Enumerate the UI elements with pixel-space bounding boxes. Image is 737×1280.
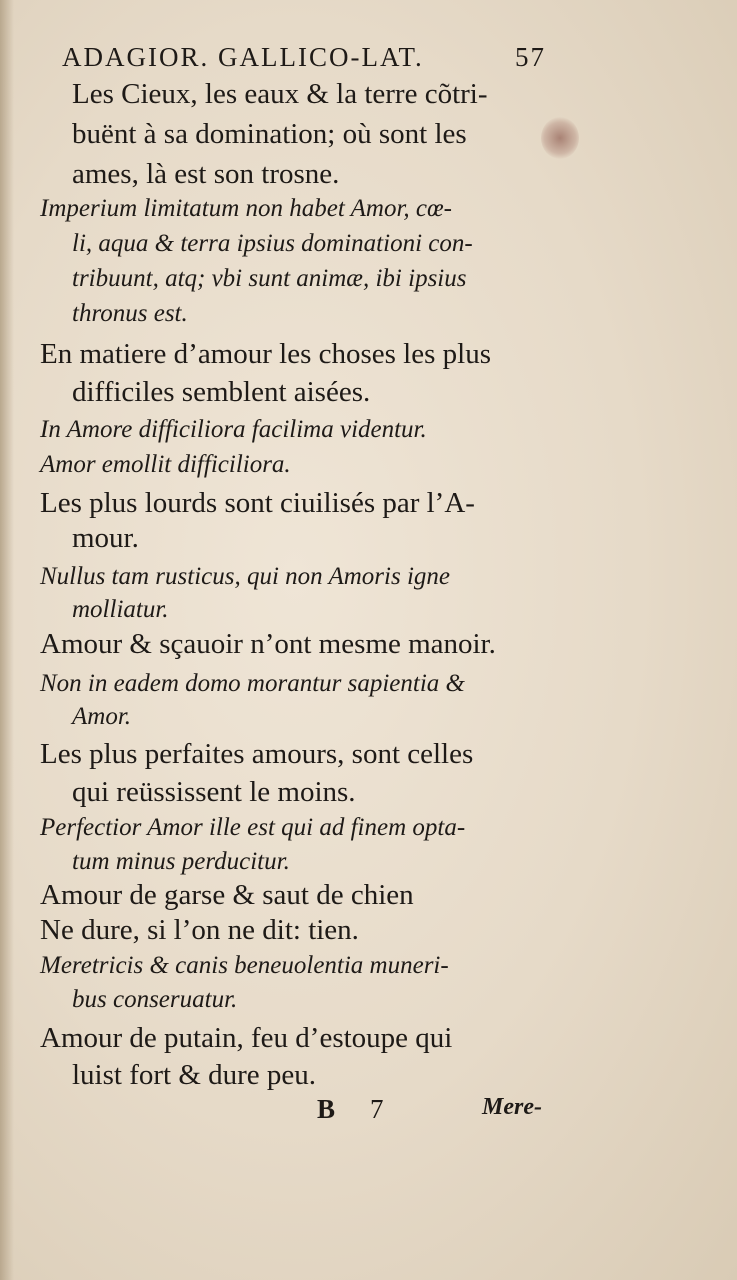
latin-line: Perfectior Amor ille est qui ad finem opta- bbox=[40, 814, 466, 841]
text-line: Amour & sçauoir n’ont mesme manoir. bbox=[40, 628, 496, 660]
page-number: 57 bbox=[515, 42, 546, 72]
text-line: Amour de garse & saut de chien bbox=[40, 879, 414, 911]
latin-line: thronus est. bbox=[72, 300, 188, 327]
running-header bbox=[62, 42, 562, 82]
latin-line: Imperium limitatum non habet Amor, cœ- bbox=[40, 195, 453, 222]
catchword: Mere- bbox=[482, 1094, 542, 1120]
latin-line: Nullus tam rusticus, qui non Amoris igne bbox=[40, 563, 450, 590]
ink-stain bbox=[541, 117, 579, 159]
text-line: luist fort & dure peu. bbox=[72, 1059, 317, 1091]
text-line: En matiere d’amour les choses les plus bbox=[40, 338, 491, 370]
text-line: buënt à sa domination; où sont les bbox=[72, 118, 467, 150]
text-line: Les Cieux, les eaux & la terre cõtri- bbox=[72, 78, 488, 110]
latin-line: li, aqua & terra ipsius dominationi con- bbox=[72, 230, 473, 257]
latin-line: Non in eadem domo morantur sapientia & bbox=[40, 670, 465, 697]
text-line: difficiles semblent aisées. bbox=[72, 376, 371, 408]
text-line: Amour de putain, feu d’estoupe qui bbox=[40, 1022, 453, 1054]
text-line: mour. bbox=[72, 522, 139, 554]
text-line: qui reüssissent le moins. bbox=[72, 776, 356, 808]
latin-line: Amor. bbox=[72, 703, 132, 730]
latin-line: Amor emollit difficiliora. bbox=[40, 451, 291, 478]
latin-line: bus conseruatur. bbox=[72, 986, 238, 1013]
running-title: ADAGIOR. GALLICO-LAT. bbox=[62, 42, 424, 72]
latin-line: tribuunt, atq; vbi sunt animæ, ibi ipsius bbox=[72, 265, 467, 292]
latin-line: In Amore difficiliora facilima videntur. bbox=[40, 416, 427, 443]
latin-line: molliatur. bbox=[72, 596, 169, 623]
spine-shadow bbox=[0, 0, 14, 1280]
text-line: ames, là est son trosne. bbox=[72, 158, 340, 190]
latin-line: Meretricis & canis beneuolentia muneri- bbox=[40, 952, 449, 979]
text-line: Ne dure, si l’on ne dit: tien. bbox=[40, 914, 359, 946]
signature-number: 7 bbox=[370, 1094, 384, 1124]
text-line: Les plus lourds sont ciuilisés par l’A- bbox=[40, 487, 475, 519]
latin-line: tum minus perducitur. bbox=[72, 848, 290, 875]
signature-letter: B bbox=[317, 1094, 336, 1124]
text-line: Les plus perfaites amours, sont celles bbox=[40, 738, 474, 770]
